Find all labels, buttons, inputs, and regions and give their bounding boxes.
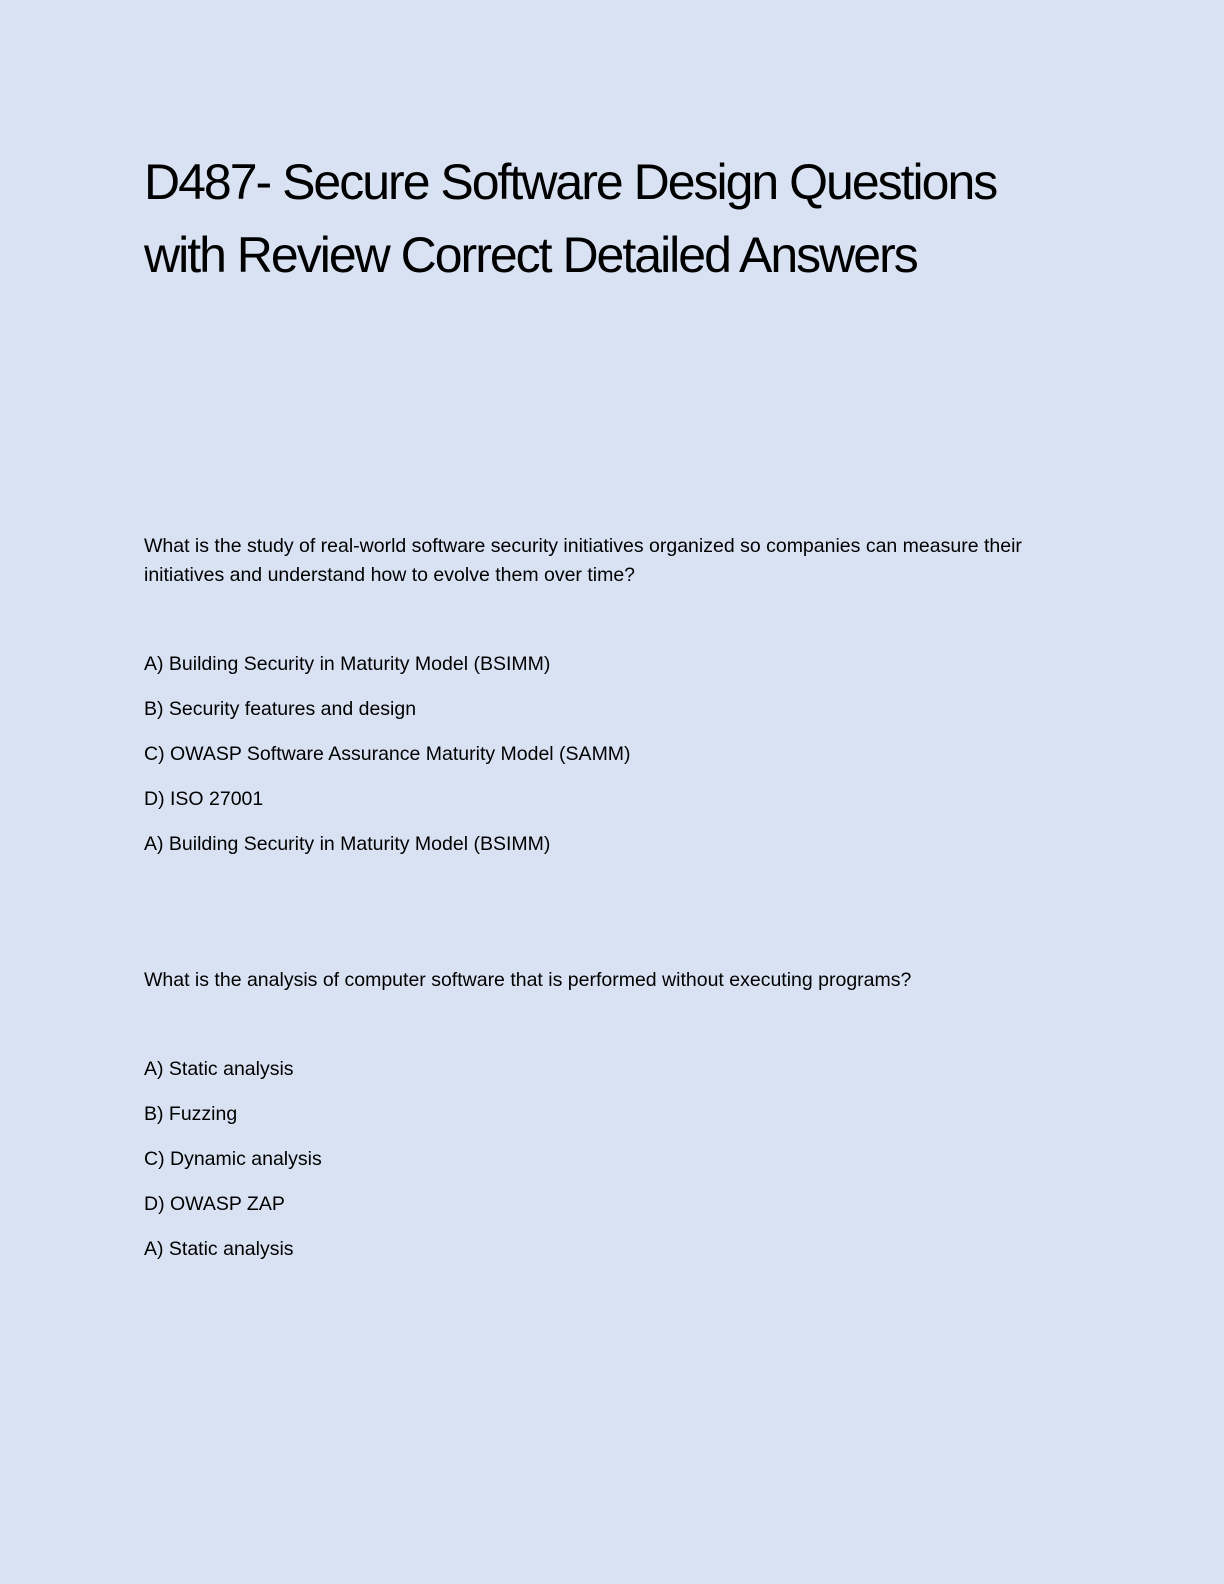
question-1-answer: A) Building Security in Maturity Model (BSIMM) bbox=[144, 833, 551, 855]
question-1-option-a: A) Building Security in Maturity Model (BSIMM) bbox=[144, 653, 551, 675]
question-1-option-c: C) OWASP Software Assurance Maturity Model (SAMM) bbox=[144, 743, 631, 765]
question-2-option-b: B) Fuzzing bbox=[144, 1103, 238, 1125]
question-2-answer: A) Static analysis bbox=[144, 1238, 294, 1260]
question-2-option-a: A) Static analysis bbox=[144, 1058, 294, 1080]
title-line-1: D487- Secure Software Design Questions bbox=[144, 154, 997, 210]
question-1-text: What is the study of real-world software security initiatives organized so companies can measure their initiatives and understand how to evolve them over time? bbox=[144, 535, 1022, 586]
question-1-option-d: D) ISO 27001 bbox=[144, 788, 264, 810]
document-title bbox=[144, 146, 1104, 292]
title-line-2: with Review Correct Detailed Answers bbox=[144, 227, 917, 283]
question-2-text: What is the analysis of computer software that is performed without executing programs? bbox=[144, 969, 912, 991]
question-1-option-b: B) Security features and design bbox=[144, 698, 417, 720]
question-2-option-d: D) OWASP ZAP bbox=[144, 1193, 285, 1215]
question-2-option-c: C) Dynamic analysis bbox=[144, 1148, 322, 1170]
